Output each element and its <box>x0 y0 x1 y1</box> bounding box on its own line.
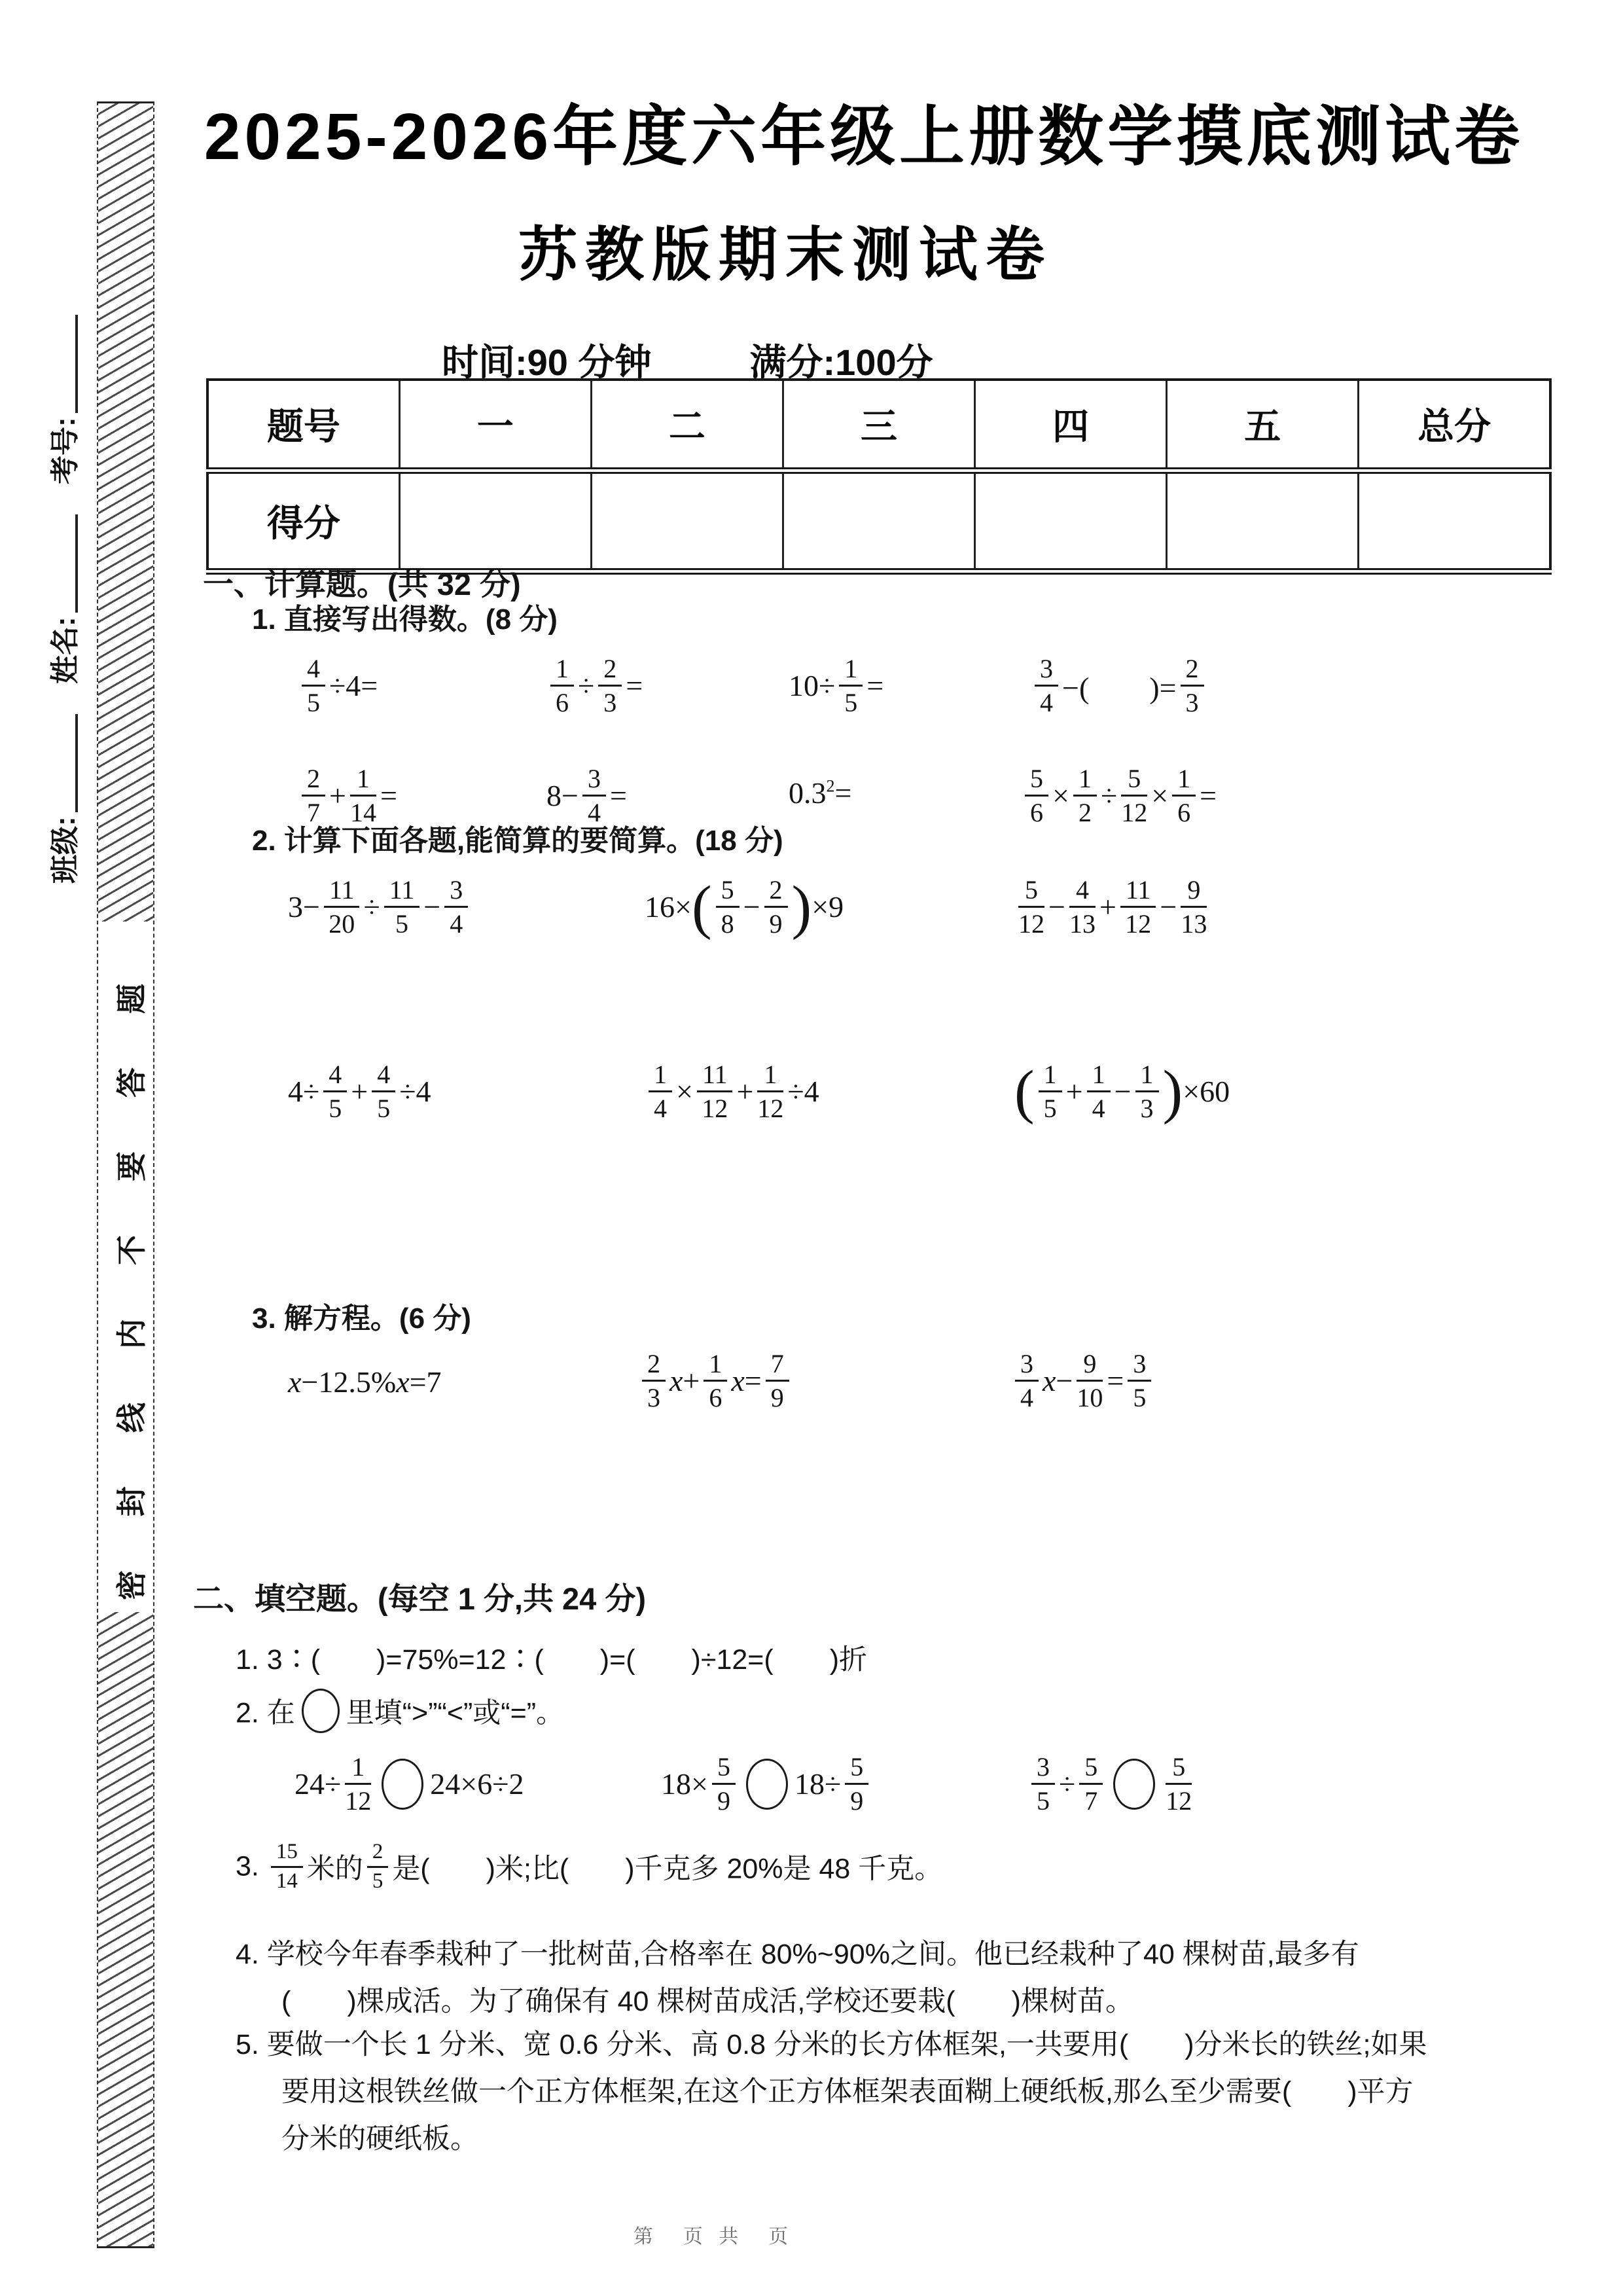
fraction: $\frac{1}{6}$ <box>704 1350 727 1412</box>
math-text: ×9 <box>812 890 844 924</box>
fraction: $\frac{9}{10}$ <box>1077 1349 1103 1413</box>
math-expression <box>1014 876 1211 938</box>
section-2-item-3 <box>236 1840 942 1893</box>
score-table-header-row <box>207 380 1550 471</box>
section-1-item-2-label: 2. 计算下面各题,能简算的要简算。(18 分) <box>252 825 783 857</box>
fraction: $\frac{4}{5}$ <box>302 655 325 717</box>
math-text: 18÷ <box>794 1767 842 1801</box>
fraction: $\frac{1}{2}$ <box>1073 764 1097 827</box>
comparison-circle-blank <box>1113 1759 1155 1810</box>
fraction: $\frac{5}{12}$ <box>1121 764 1148 828</box>
math-text: ÷4 <box>399 1075 431 1109</box>
math-text: 3− <box>288 890 320 924</box>
math-text: = <box>609 779 627 813</box>
score-table <box>206 378 1552 575</box>
full-score-label: 满分:100分 <box>749 342 933 383</box>
section-2-item-5-line-1: 5. 要做一个长 1 分米、宽 0.6 分米、高 0.8 分米的长方体框架,一共要用( )分米长的铁丝;如果 <box>236 2029 1427 2060</box>
math-text: −12.5% <box>301 1365 397 1399</box>
fraction: $\frac{1}{4}$ <box>649 1060 672 1122</box>
math-expression <box>1027 1753 1196 1815</box>
comparison-circle-blank <box>746 1759 788 1810</box>
section-2-item-1: 1. 3∶( )=75%=12∶( )=( )÷12=( )折 <box>236 1644 868 1676</box>
math-text: =7 <box>409 1365 442 1399</box>
math-expression <box>1014 1058 1230 1125</box>
math-text: 8− <box>546 779 579 813</box>
math-text: 10÷ <box>789 669 836 703</box>
variable-x: x <box>669 1364 683 1398</box>
fraction: $\frac{5}{8}$ <box>716 876 740 938</box>
fraction: $\frac{4}{5}$ <box>323 1060 347 1122</box>
math-text: − <box>1048 890 1065 924</box>
seal-warning-text: 密封线内不要答题 <box>115 930 149 1600</box>
fraction: $\frac{3}{4}$ <box>582 764 606 827</box>
fraction: $\frac{2}{5}$ <box>367 1840 389 1893</box>
fraction: $\frac{1}{12}$ <box>345 1752 372 1816</box>
fraction: $\frac{1}{5}$ <box>1039 1060 1062 1122</box>
section-2-item-4-line-2: ( )棵成活。为了确保有 40 棵树苗成活,学校还要栽( )棵树苗。 <box>281 1986 1133 2017</box>
class-blank <box>46 714 78 812</box>
math-text: = <box>626 669 643 703</box>
math-text: − <box>1056 1364 1073 1398</box>
math-text: 里填“>”“<”或“=”。 <box>346 1697 565 1729</box>
math-text: + <box>683 1364 700 1398</box>
fraction: $\frac{5}{7}$ <box>1079 1753 1103 1815</box>
fraction: $\frac{15}{14}$ <box>271 1840 303 1893</box>
score-table-header-cell: 三 <box>783 380 974 471</box>
exam-number-blank <box>46 315 78 413</box>
math-expression <box>645 1060 819 1122</box>
math-text: × <box>1151 779 1169 813</box>
score-table-score-row <box>207 471 1550 571</box>
fraction: $\frac{1}{3}$ <box>1135 1060 1159 1122</box>
comparison-circle-blank <box>302 1689 340 1733</box>
math-text: × <box>676 1075 693 1109</box>
math-expression <box>1021 764 1217 827</box>
math-text: + <box>351 1075 368 1109</box>
class-field <box>41 661 83 884</box>
math-expression <box>661 1753 872 1815</box>
math-text: ÷ <box>1100 779 1118 813</box>
math-expression <box>288 1060 431 1122</box>
math-text: ÷4 <box>787 1075 819 1109</box>
math-text: −( )= <box>1062 671 1177 705</box>
math-expression <box>1031 655 1208 717</box>
fraction: $\frac{3}{4}$ <box>444 876 468 938</box>
hatch-pattern-top <box>98 103 153 922</box>
section-2-title: 二、填空题。(每空 1 分,共 24 分) <box>193 1581 647 1616</box>
big-parenthesis: ( <box>1014 1058 1035 1125</box>
fraction: $\frac{1}{12}$ <box>757 1060 784 1124</box>
math-text: + <box>736 1075 754 1109</box>
score-cell <box>591 471 783 571</box>
superscript: 2 <box>826 776 835 796</box>
math-text: = <box>744 1364 762 1398</box>
math-expression <box>288 1365 442 1399</box>
math-text: 4÷ <box>288 1075 320 1109</box>
student-name-label: 姓名: <box>49 617 81 684</box>
exam-number-field <box>41 262 83 484</box>
section-2-item-5-line-2: 要用这根铁丝做一个正方体框架,在这个正方体框架表面糊上硬纸板,那么至少需要( )平方 <box>281 2076 1414 2108</box>
fraction: $\frac{5}{12}$ <box>1166 1752 1192 1816</box>
fraction: $\frac{1}{6}$ <box>550 655 574 717</box>
fraction: $\frac{1}{5}$ <box>839 655 863 717</box>
fraction: $\frac{9}{13}$ <box>1181 875 1207 939</box>
math-expression <box>294 1753 524 1815</box>
big-parenthesis: ( <box>691 873 712 941</box>
score-table-header-cell: 一 <box>399 380 591 471</box>
fraction: $\frac{1}{14}$ <box>349 764 376 828</box>
variable-x: x <box>288 1365 302 1399</box>
fraction: $\frac{2}{3}$ <box>1181 655 1204 717</box>
math-text: ÷ <box>363 890 380 924</box>
score-table-header-cell: 二 <box>591 380 783 471</box>
math-text: 3. <box>236 1850 267 1882</box>
math-text: × <box>1052 779 1069 813</box>
fraction: $\frac{11}{20}$ <box>324 876 360 938</box>
fraction: $\frac{11}{12}$ <box>1120 876 1156 938</box>
math-text: ÷ <box>1059 1767 1076 1801</box>
fraction: $\frac{2}{7}$ <box>302 764 325 827</box>
score-cell <box>783 471 974 571</box>
variable-x: x <box>396 1365 410 1399</box>
fraction: $\frac{4}{13}$ <box>1069 875 1096 939</box>
page-subtitle: 苏教版期末测试卷 <box>518 223 1052 288</box>
page-number-footer: 第 页 共 页 <box>633 2226 794 2248</box>
exam-number-label: 考号: <box>49 417 81 484</box>
math-expression <box>645 873 844 941</box>
fraction: $\frac{4}{5}$ <box>372 1060 395 1122</box>
score-table-header-cell: 总分 <box>1359 380 1550 471</box>
fraction: $\frac{3}{4}$ <box>1015 1350 1039 1412</box>
math-text: = <box>866 669 884 703</box>
math-text: − <box>1160 890 1177 924</box>
fraction: $\frac{3}{5}$ <box>1031 1753 1055 1815</box>
math-expression <box>638 1350 793 1412</box>
fraction: $\frac{1}{6}$ <box>1172 764 1196 827</box>
math-text: 是( )米;比( )千克多 20%是 48 千克。 <box>392 1853 943 1885</box>
math-expression <box>789 776 851 810</box>
math-expression <box>288 876 472 938</box>
math-expression <box>546 655 643 717</box>
math-text: 2. 在 <box>236 1697 295 1729</box>
math-text: = <box>834 776 852 810</box>
score-table-header-cell: 五 <box>1167 380 1359 471</box>
math-expression <box>298 655 378 717</box>
score-cell <box>399 471 591 571</box>
fraction: $\frac{11}{5}$ <box>384 876 420 938</box>
math-text: = <box>1107 1364 1124 1398</box>
math-text: ÷4= <box>329 669 378 703</box>
score-cell <box>975 471 1167 571</box>
section-2-item-4-line-1: 4. 学校今年春季栽种了一批树苗,合格率在 80%~90%之间。他已经栽种了40 棵树苗,最多有 <box>236 1939 1359 1970</box>
section-2-item-2 <box>236 1689 564 1733</box>
math-text: 24÷ <box>294 1767 342 1801</box>
time-label: 时间:90 分钟 <box>442 342 652 383</box>
student-name-field <box>41 461 83 684</box>
score-table-header-cell: 题号 <box>207 380 399 471</box>
fraction: $\frac{5}{6}$ <box>1025 764 1048 827</box>
variable-x: x <box>1043 1364 1056 1398</box>
math-text: − <box>423 890 441 924</box>
section-1-item-1-label: 1. 直接写出得数。(8 分) <box>252 603 558 636</box>
big-parenthesis: ) <box>791 873 812 941</box>
score-cell <box>1359 471 1550 571</box>
math-text: 24×6÷2 <box>430 1767 524 1801</box>
math-text: 18× <box>661 1767 708 1801</box>
section-2-item-5-line-3: 分米的硬纸板。 <box>281 2123 478 2155</box>
score-row-label: 得分 <box>207 471 399 571</box>
math-text: + <box>1065 1075 1083 1109</box>
section-1-title: 一、计算题。(共 32 分) <box>203 567 521 601</box>
math-text: 0.3 <box>789 776 827 810</box>
score-table-header-cell: 四 <box>975 380 1167 471</box>
fraction: $\frac{5}{12}$ <box>1018 875 1044 939</box>
hatch-pattern-bottom <box>98 1612 153 2246</box>
math-text: − <box>743 890 760 924</box>
page-title: 2025-2026年度六年级上册数学摸底测试卷 <box>204 100 1524 173</box>
math-text: 米的 <box>306 1853 363 1885</box>
class-label: 班级: <box>49 816 81 884</box>
math-text: + <box>329 779 346 813</box>
score-cell <box>1167 471 1359 571</box>
math-text: = <box>1200 779 1217 813</box>
math-text: − <box>1114 1075 1132 1109</box>
math-text: ×60 <box>1183 1075 1230 1109</box>
fraction: $\frac{7}{9}$ <box>766 1350 789 1412</box>
variable-x: x <box>731 1364 745 1398</box>
fraction: $\frac{2}{9}$ <box>764 876 788 938</box>
math-expression <box>1011 1350 1155 1412</box>
section-1-item-3-label: 3. 解方程。(6 分) <box>252 1302 471 1335</box>
math-text: = <box>380 779 397 813</box>
fraction: $\frac{3}{4}$ <box>1035 655 1058 717</box>
fraction: $\frac{3}{5}$ <box>1128 1350 1151 1412</box>
fraction: $\frac{2}{3}$ <box>598 655 622 717</box>
comparison-circle-blank <box>382 1759 423 1810</box>
math-text: 16× <box>645 890 692 924</box>
big-parenthesis: ) <box>1162 1058 1183 1125</box>
student-name-blank <box>46 514 78 613</box>
math-expression <box>789 655 883 717</box>
fraction: $\frac{2}{3}$ <box>642 1350 666 1412</box>
fraction: $\frac{11}{12}$ <box>697 1060 733 1122</box>
fraction: $\frac{5}{9}$ <box>845 1753 868 1815</box>
math-text: + <box>1099 890 1116 924</box>
fraction: $\frac{1}{4}$ <box>1087 1060 1111 1122</box>
fraction: $\frac{5}{9}$ <box>712 1753 736 1815</box>
math-text: ÷ <box>578 669 595 703</box>
